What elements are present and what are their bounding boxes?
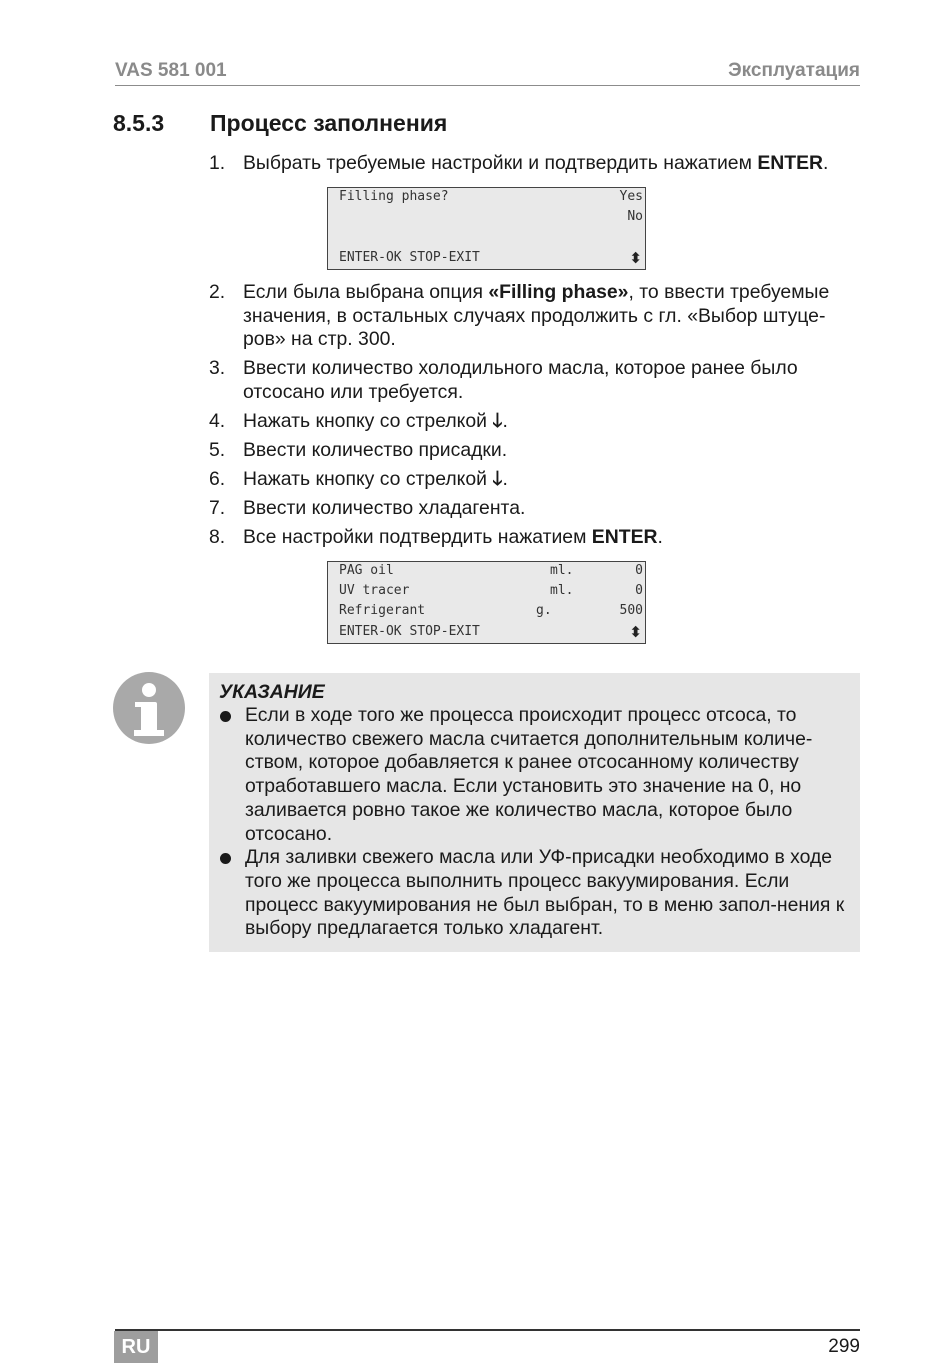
step-number: 5.	[209, 438, 226, 461]
note-item	[217, 846, 857, 941]
lcd-row	[328, 624, 645, 644]
lcd-option-yes: Yes	[619, 189, 643, 204]
page-header	[115, 60, 860, 86]
language-badge: RU	[114, 1331, 158, 1363]
bullet-icon	[220, 711, 231, 722]
lcd-label: UV tracer	[339, 583, 410, 598]
lcd-row	[328, 189, 645, 209]
lcd-unit: g.	[536, 603, 552, 618]
step-text: Выбрать требуемые настройки и подтвердить нажатием	[243, 152, 758, 174]
lcd-label: Refrigerant	[339, 603, 426, 618]
note-item-text: Если в ходе того же процесса происходит процесс отсоса, то количество свежего масла считается дополнительным количе-ством, которое добавляется к ранее отсосанному количеству отработавшего масла. Если установить это значение на 0, но заливается ровно такое же количество масла, которое было отсосано.	[245, 704, 813, 845]
page-number: 299	[828, 1336, 860, 1357]
step-bold-text: ENTER	[591, 525, 658, 548]
lcd-label: PAG oil	[339, 563, 394, 578]
arrow-down-icon: 🡓	[492, 409, 503, 432]
lcd-unit: ml.	[550, 563, 574, 578]
lcd-footer: ENTER-OK STOP-EXIT	[339, 250, 480, 265]
arrow-down-icon: 🡓	[492, 467, 503, 490]
step-item	[209, 468, 860, 492]
bullet-icon	[220, 853, 231, 864]
step-bold-text: ENTER	[757, 152, 824, 174]
up-down-arrow-icon: ⬍	[629, 249, 642, 267]
lcd-display-filling-phase	[327, 187, 646, 270]
step-item	[209, 497, 860, 521]
lcd-row	[328, 563, 645, 583]
step-item	[209, 281, 860, 352]
lcd-option-no: No	[627, 209, 643, 224]
step-text: Ввести количество присадки.	[243, 438, 508, 461]
step-number: 2.	[209, 281, 226, 303]
step-item	[209, 526, 860, 550]
step-text: Ввести количество холодильного масла, которое ранее было отсосано или требуется.	[243, 357, 798, 403]
lcd-row	[328, 250, 645, 270]
section-title: Процесс заполнения	[210, 110, 448, 136]
step-number: 1.	[209, 152, 226, 174]
note-item-text: Для заливки свежего масла или УФ-присадки необходимо в ходе того же процесса выполнить процесс вакуумирования. Если процесс вакуумирования не был выбран, то в меню запол-нения к выбору предлагается только хладагент.	[245, 846, 845, 940]
lcd-question: Filling phase?	[339, 189, 449, 204]
lcd-display-quantities	[327, 561, 646, 644]
chapter-name: Эксплуатация	[728, 60, 860, 81]
step-text: Если была выбрана опция	[243, 281, 489, 303]
note-list	[217, 704, 857, 941]
step-item	[209, 439, 860, 463]
step-text-end: , то ввести требуемые значения, в остальных случаях продолжить с гл. «Выбор штуце-ров» на стр. 300.	[243, 281, 830, 350]
steps-list-a	[209, 152, 860, 181]
lcd-value: 500	[619, 603, 643, 618]
section-number: 8.5.3	[113, 110, 165, 136]
info-icon	[113, 672, 185, 744]
step-item	[209, 357, 860, 404]
lcd-row	[328, 209, 645, 229]
step-bold-text: «Filling phase»	[488, 281, 629, 303]
note-item	[217, 704, 857, 846]
step-text: Ввести количество хладагента.	[243, 496, 526, 519]
step-number: 6.	[209, 467, 226, 490]
step-item	[209, 410, 860, 434]
step-number: 7.	[209, 496, 226, 519]
step-text-end: .	[823, 152, 829, 174]
lcd-unit: ml.	[550, 583, 574, 598]
lcd-value: 0	[635, 563, 643, 578]
step-text-end: .	[502, 409, 508, 432]
document-id: VAS 581 001	[115, 60, 227, 81]
step-text-end: .	[657, 525, 663, 548]
step-number: 4.	[209, 409, 226, 432]
step-number: 8.	[209, 525, 226, 548]
steps-list-b	[209, 281, 860, 555]
note-box	[209, 673, 860, 952]
note-title: УКАЗАНИЕ	[219, 681, 325, 703]
lcd-footer: ENTER-OK STOP-EXIT	[339, 624, 480, 639]
step-text: Все настройки подтвердить нажатием	[243, 525, 592, 548]
footer-divider	[115, 1329, 860, 1331]
step-text: Нажать кнопку со стрелкой	[243, 467, 493, 490]
step-text-end: .	[502, 467, 508, 490]
lcd-row	[328, 603, 645, 623]
step-text: Нажать кнопку со стрелкой	[243, 409, 493, 432]
up-down-arrow-icon: ⬍	[629, 623, 642, 641]
lcd-row	[328, 583, 645, 603]
step-number: 3.	[209, 357, 226, 379]
step-item	[209, 152, 860, 176]
lcd-value: 0	[635, 583, 643, 598]
